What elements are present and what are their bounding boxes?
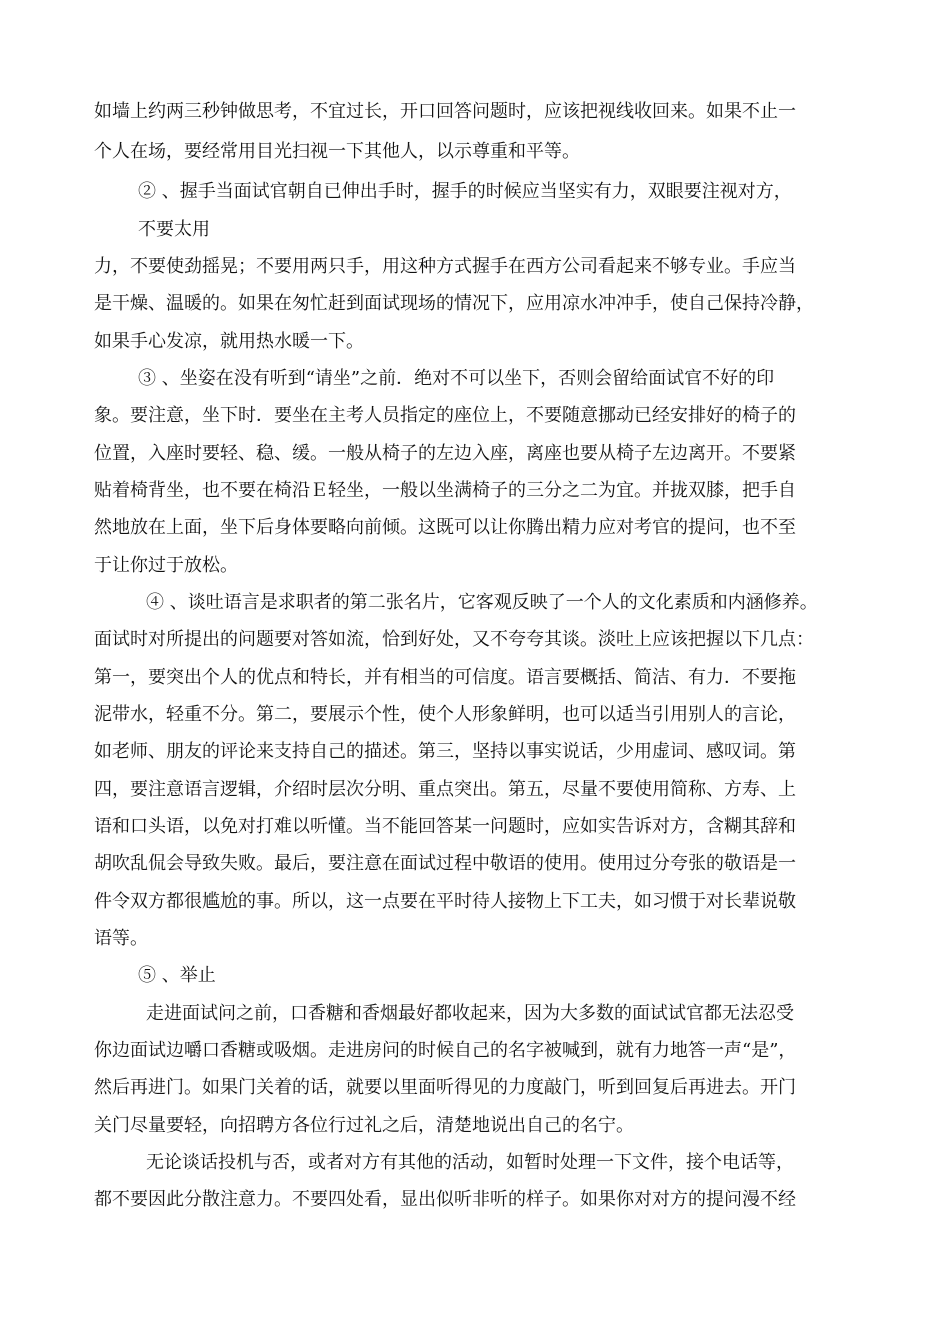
paragraph-line: 如果手心发凉，就用热水暖一下。 <box>94 331 364 352</box>
paragraph-line: 走进面试问之前，口香糖和香烟最好都收起来，因为大多数的面试试官都无法忍受 <box>146 1003 794 1024</box>
paragraph-line: 然地放在上面，坐下后身体要略向前倾。这既可以让你腾出精力应对考官的提问，也不至 <box>94 517 796 538</box>
paragraph-line: 不要太用 <box>138 219 210 240</box>
paragraph-line: 象。要注意，坐下时．要坐在主考人员指定的座位上，不要随意挪动已经安排好的椅子的 <box>94 405 796 426</box>
paragraph-line: 如墙上约两三秒钟做思考，不宜过长，开口回答问题时，应该把视线收回来。如果不止一 <box>94 101 796 122</box>
paragraph-line: ② 、握手当面试官朝自已伸出手时，握手的时候应当坚实有力，双眼要注视对方， <box>138 181 792 202</box>
paragraph-line: 第一，要突出个人的优点和特长，并有相当的可信度。语言要概括、简洁、有力．不要拖 <box>94 667 796 688</box>
paragraph-line: 如老师、朋友的评论来支持自己的描述。第三，坚持以事实说话，少用虚词、感叹词。第 <box>94 741 796 762</box>
paragraph-line: 位置，入座时要轻、稳、缓。一般从椅子的左边入座，离座也要从椅子左边离开。不要紧 <box>94 443 796 464</box>
paragraph-line: ④ 、谈吐语言是求职者的第二张名片，它客观反映了一个人的文化素质和内涵修养。 <box>146 592 818 613</box>
paragraph-line: ⑤ 、举止 <box>138 965 216 986</box>
paragraph-line: 件令双方都很尴尬的事。所以，这一点要在平时待人接物上下工夫，如习惯于对长辈说敬 <box>94 891 796 912</box>
paragraph-line: 个人在场，要经常用目光扫视一下其他人，以示尊重和平等。 <box>94 141 580 162</box>
paragraph-line: 无论谈话投机与否，或者对方有其他的活动，如暂时处理一下文件，接个电话等， <box>146 1152 794 1173</box>
paragraph-line: ③ 、坐姿在没有听到“请坐”之前．绝对不可以坐下，否则会留给面试官不好的印 <box>138 368 775 389</box>
paragraph-line: 于让你过于放松。 <box>94 555 238 576</box>
paragraph-line: 语等。 <box>94 928 148 949</box>
paragraph-line: 都不要因此分散注意力。不要四处看，显出似听非听的样子。如果你对对方的提问漫不经 <box>94 1189 796 1210</box>
paragraph-line: 你边面试边嚼口香糖或吸烟。走进房问的时候自己的名字被喊到，就有力地答一声“是”， <box>94 1040 797 1061</box>
paragraph-line: 力，不要使劲摇晃；不要用两只手，用这种方式握手在西方公司看起来不够专业。手应当 <box>94 256 796 277</box>
paragraph-line: 是干燥、温暖的。如果在匆忙赶到面试现场的情况下，应用凉水冲冲手，使自己保持冷静， <box>94 293 814 314</box>
paragraph-line: 然后再进门。如果门关着的话，就要以里面听得见的力度敲门，听到回复后再进去。开门 <box>94 1077 796 1098</box>
paragraph-line: 面试时对所提出的问题要对答如流，恰到好处，又不夸夸其谈。淡吐上应该把握以下几点： <box>94 629 814 650</box>
paragraph-line: 语和口头语，以免对打难以听懂。当不能回答某一问题时，应如实告诉对方，含糊其辞和 <box>94 816 796 837</box>
paragraph-line: 关门尽量要轻，向招聘方各位行过礼之后，清楚地说出自己的名宁。 <box>94 1115 634 1136</box>
paragraph-line: 泥带水，轻重不分。第二，要展示个性，使个人形象鲜明，也可以适当引用别人的言论， <box>94 704 796 725</box>
paragraph-line: 贴着椅背坐，也不要在椅沿Ｅ轻坐，一般以坐满椅子的三分之二为宜。并拢双膝，把手自 <box>94 480 796 501</box>
paragraph-line: 四，要注意语言逻辑，介绍时层次分明、重点突出。第五，尽量不要使用简称、方寿、上 <box>94 779 796 800</box>
paragraph-line: 胡吹乱侃会导致失败。最后，要注意在面试过程中敬语的使用。使用过分夸张的敬语是一 <box>94 853 796 874</box>
